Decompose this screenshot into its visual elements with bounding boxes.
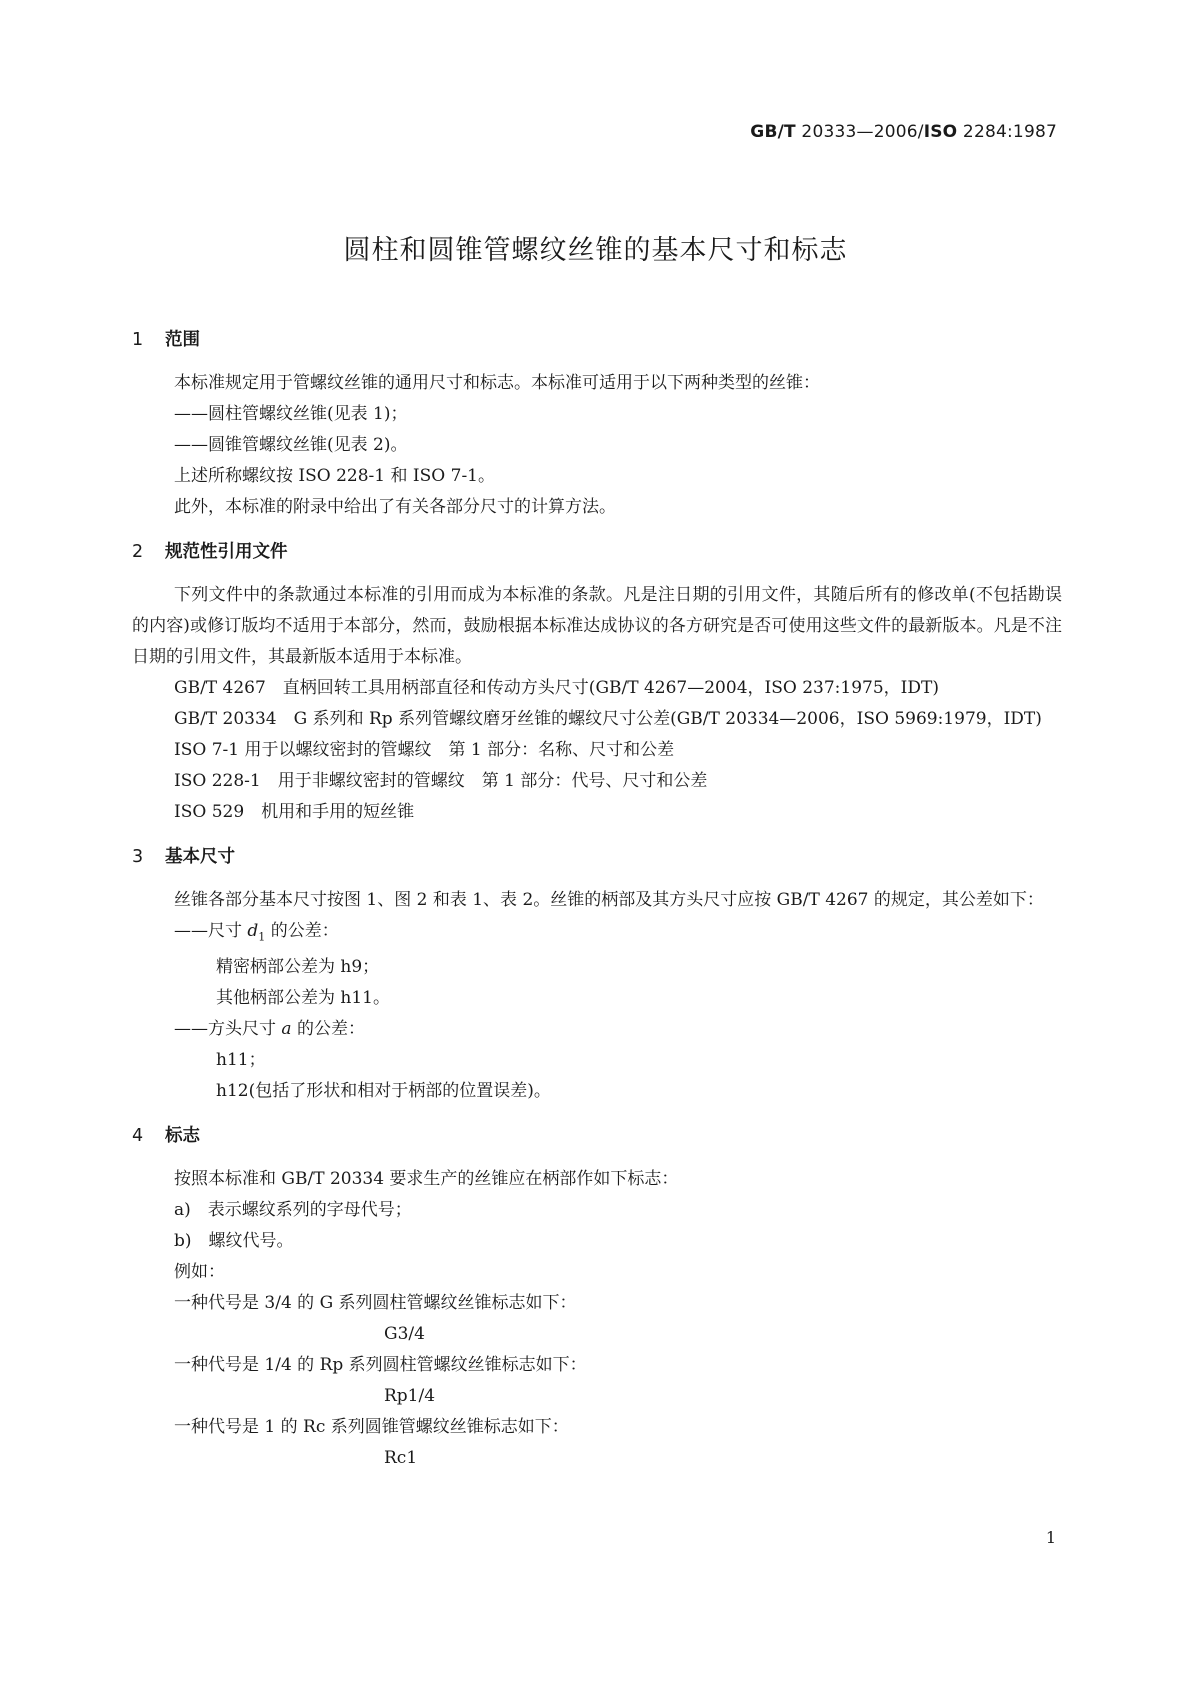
document-title: 圆柱和圆锥管螺纹丝锥的基本尺寸和标志 [343,235,848,266]
header-gbt: GB/T [750,122,796,142]
sub-list-item: h11； [216,1050,266,1071]
section-heading [132,1121,1062,1152]
example-text: 一种代号是 3/4 的 G 系列圆柱管螺纹丝锥标志如下： [174,1293,577,1314]
document-body [132,325,1062,1474]
header-number: 20333—2006/ [795,122,924,142]
header-iso: ISO [923,122,958,142]
paragraph: 按照本标准和 GB/T 20334 要求生产的丝锥应在柄部作如下标志： [174,1169,679,1190]
reference-item: ISO 529 机用和手用的短丝锥 [174,802,415,822]
section-heading [132,842,1062,873]
paragraph: 本标准规定用于管螺纹丝锥的通用尺寸和标志。本标准可适用于以下两种类型的丝锥： [174,373,820,393]
list-item-d1-tolerance: ——尺寸 $d_1$ 的公差： [174,921,339,944]
sub-list-item: h12(包括了形状和相对于柄部的位置误差)。 [216,1081,551,1102]
reference-item: GB/T 20334 G 系列和 Rp 系列管螺纹磨牙丝锥的螺纹尺寸公差(GB/T 20334—2006，ISO 5969:1979，IDT) [174,709,1042,729]
list-item: ——圆锥管螺纹丝锥(见表 2)。 [174,435,408,455]
example-code: Rc1 [384,1448,418,1469]
section-heading [132,325,1062,356]
list-item: b) 螺纹代号。 [174,1231,294,1252]
example-code: G3/4 [384,1324,425,1345]
section-heading [132,537,1062,568]
section-title: 规范性引用文件 [165,542,288,562]
list-item: a) 表示螺纹系列的字母代号； [174,1200,412,1221]
header-iso-number: 2284:1987 [957,122,1057,142]
standard-code-header [750,122,1057,142]
sub-list-item: 精密柄部公差为 h9； [216,957,380,978]
paragraph: 下列文件中的条款通过本标准的引用而成为本标准的条款。凡是注日期的引用文件，其随后所有的修改单(不包括勘误的内容)或修订版均不适用于本部分，然而，鼓励根据本标准达成协议的各方研究是否可使用这些文件的最新版本。凡是不注日期的引用文件，其最新版本适用于本标准。 [132,585,1062,667]
section-marking [132,1121,1062,1474]
reference-item: ISO 228-1 用于非螺纹密封的管螺纹 第 1 部分：代号、尺寸和公差 [174,771,708,791]
section-basic-dimensions [132,842,1062,1107]
example-text: 一种代号是 1 的 Rc 系列圆锥管螺纹丝锥标志如下： [174,1417,569,1438]
page-number: 1 [1045,1528,1056,1547]
reference-item: ISO 7-1 用于以螺纹密封的管螺纹 第 1 部分：名称、尺寸和公差 [174,740,675,760]
section-number: 1 [132,330,144,350]
list-item: ——圆柱管螺纹丝锥(见表 1)； [174,404,408,424]
section-number: 3 [132,847,144,867]
section-number: 2 [132,542,144,562]
section-title: 标志 [165,1126,200,1147]
list-item-a-tolerance: ——方头尺寸 a 的公差： [174,1019,365,1040]
paragraph: 此外，本标准的附录中给出了有关各部分尺寸的计算方法。 [174,497,616,517]
section-title: 范围 [165,330,200,350]
paragraph: 丝锥各部分基本尺寸按图 1、图 2 和表 1、表 2。丝锥的柄部及其方头尺寸应按 GB/T 4267 的规定，其公差如下： [174,890,1044,910]
section-scope [132,325,1062,523]
section-number: 4 [132,1126,144,1147]
section-title: 基本尺寸 [165,847,235,867]
example-label: 例如： [174,1262,225,1283]
example-code: Rp1/4 [384,1386,436,1407]
example-text: 一种代号是 1/4 的 Rp 系列圆柱管螺纹丝锥标志如下： [174,1355,587,1376]
paragraph: 上述所称螺纹按 ISO 228-1 和 ISO 7-1。 [174,466,495,486]
reference-item: GB/T 4267 直柄回转工具用柄部直径和传动方头尺寸(GB/T 4267—2004，ISO 237:1975，IDT) [174,678,939,698]
sub-list-item: 其他柄部公差为 h11。 [216,988,390,1009]
section-normative-references [132,537,1062,828]
